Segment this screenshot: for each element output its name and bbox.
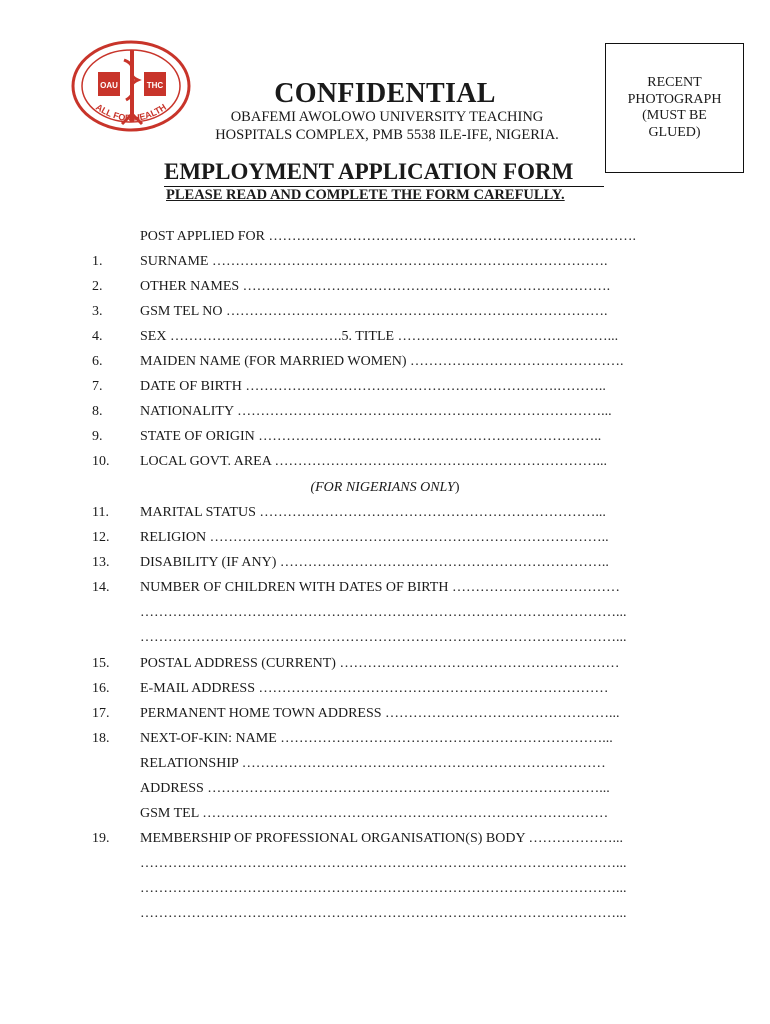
field-label: OTHER NAMES ……………………………………………………………………. — [140, 279, 611, 294]
field-number: 1. — [92, 254, 103, 269]
field-label: PERMANENT HOME TOWN ADDRESS …………………………………………... — [140, 706, 620, 721]
form-field-row[interactable] — [0, 402, 770, 422]
field-number: 9. — [92, 429, 103, 444]
field-label: STATE OF ORIGIN ……………………………………………………………….. — [140, 429, 602, 444]
form-field-row[interactable] — [0, 628, 770, 648]
field-number: 16. — [92, 681, 110, 696]
nigerians-only-note — [0, 478, 770, 498]
field-label: MAIDEN NAME (FOR MARRIED WOMEN) ………………………………………. — [140, 354, 624, 369]
institution-line-2: HOSPITALS COMPLEX, PMB 5538 ILE-IFE, NIGERIA. — [215, 127, 559, 143]
form-field-row[interactable] — [0, 302, 770, 322]
form-field-row[interactable] — [0, 603, 770, 623]
field-label: DATE OF BIRTH ………………………………………………………….……….. — [140, 379, 606, 394]
photograph-box — [605, 43, 744, 173]
form-field-row[interactable] — [0, 704, 770, 724]
field-number: 10. — [92, 454, 110, 469]
form-field-row[interactable] — [0, 452, 770, 472]
form-subtitle: PLEASE READ AND COMPLETE THE FORM CAREFULLY. — [166, 187, 565, 203]
field-label: NATIONALITY ……………………………………………………………………... — [140, 404, 612, 419]
form-field-row[interactable] — [0, 879, 770, 899]
institution-address — [170, 108, 604, 144]
field-label: MARITAL STATUS ………………………………………………………………... — [140, 505, 606, 520]
field-label: E-MAIL ADDRESS ………………………………………………………………… — [140, 681, 609, 696]
field-number: 17. — [92, 706, 110, 721]
note-close: ) — [454, 480, 460, 495]
field-label: NUMBER OF CHILDREN WITH DATES OF BIRTH ……………………………… — [140, 580, 620, 595]
field-label: SEX ……………………………….5. TITLE ………………………………………... — [140, 329, 619, 344]
form-field-row[interactable] — [0, 277, 770, 297]
field-number: 4. — [92, 329, 103, 344]
field-number: 11. — [92, 505, 109, 520]
field-label: POSTAL ADDRESS (CURRENT) …………………………………………………… — [140, 656, 620, 671]
field-label: RELIGION ………………………………………………………………………….. — [140, 530, 609, 545]
form-title: EMPLOYMENT APPLICATION FORM — [164, 159, 574, 184]
field-number: 12. — [92, 530, 110, 545]
field-number: 14. — [92, 580, 110, 595]
field-label: LOCAL GOVT. AREA ……………………………………………………………... — [140, 454, 608, 469]
field-label: NEXT-OF-KIN: NAME ……………………………………………………………... — [140, 731, 613, 746]
field-label: …………………………………………………………………………………………... — [140, 630, 627, 645]
form-field-row[interactable] — [0, 854, 770, 874]
form-field-row[interactable] — [0, 503, 770, 523]
field-label: …………………………………………………………………………………………... — [140, 881, 627, 896]
logo-text-right: THC — [146, 81, 164, 90]
note-open: ( — [310, 480, 316, 495]
logo-motto: ALL FOR HEALTH — [94, 101, 168, 124]
field-label: GSM TEL NO ………………………………………………………………………. — [140, 304, 608, 319]
form-field-row[interactable] — [0, 327, 770, 347]
form-field-row[interactable] — [0, 754, 770, 774]
form-field-row[interactable] — [0, 553, 770, 573]
field-label: DISABILITY (IF ANY) …………………………………………………………….. — [140, 555, 609, 570]
field-number: 15. — [92, 656, 110, 671]
form-field-row[interactable] — [0, 729, 770, 749]
field-label: MEMBERSHIP OF PROFESSIONAL ORGANISATION(S) BODY ………………... — [140, 831, 624, 846]
institution-line-1: OBAFEMI AWOLOWO UNIVERSITY TEACHING — [230, 109, 544, 125]
field-number: 2. — [92, 279, 103, 294]
field-number: 7. — [92, 379, 103, 394]
form-field-row[interactable] — [0, 578, 770, 598]
field-number: 19. — [92, 831, 110, 846]
form-field-row[interactable] — [0, 227, 770, 247]
form-field-row[interactable] — [0, 427, 770, 447]
form-field-row[interactable] — [0, 528, 770, 548]
note-text: FOR NIGERIANS ONLY — [315, 480, 455, 495]
field-number: 18. — [92, 731, 110, 746]
logo-text-left: OAU — [100, 81, 118, 90]
form-field-row[interactable] — [0, 779, 770, 799]
field-number: 3. — [92, 304, 103, 319]
field-label: GSM TEL …………………………………………………………………………… — [140, 806, 609, 821]
form-field-row[interactable] — [0, 252, 770, 272]
form-field-row[interactable] — [0, 654, 770, 674]
confidential-title: CONFIDENTIAL — [274, 78, 496, 109]
form-field-row[interactable] — [0, 804, 770, 824]
field-number: 8. — [92, 404, 103, 419]
field-label: …………………………………………………………………………………………... — [140, 906, 627, 921]
form-field-row[interactable] — [0, 904, 770, 924]
field-number: 13. — [92, 555, 110, 570]
field-label: SURNAME …………………………………………………………………………. — [140, 254, 608, 269]
field-label: …………………………………………………………………………………………... — [140, 856, 627, 871]
form-field-row[interactable] — [0, 352, 770, 372]
form-field-row[interactable] — [0, 829, 770, 849]
form-field-row[interactable] — [0, 679, 770, 699]
field-label: RELATIONSHIP …………………………………………………………………… — [140, 756, 606, 771]
form-field-row[interactable] — [0, 377, 770, 397]
field-label: …………………………………………………………………………………………... — [140, 605, 627, 620]
photograph-box-label: RECENT PHOTOGRAPH (MUST BE GLUED) — [627, 75, 722, 140]
field-label: POST APPLIED FOR ……………………………………………………………………. — [140, 229, 637, 244]
field-label: ADDRESS …………………………………………………………………………... — [140, 781, 610, 796]
field-number: 6. — [92, 354, 103, 369]
